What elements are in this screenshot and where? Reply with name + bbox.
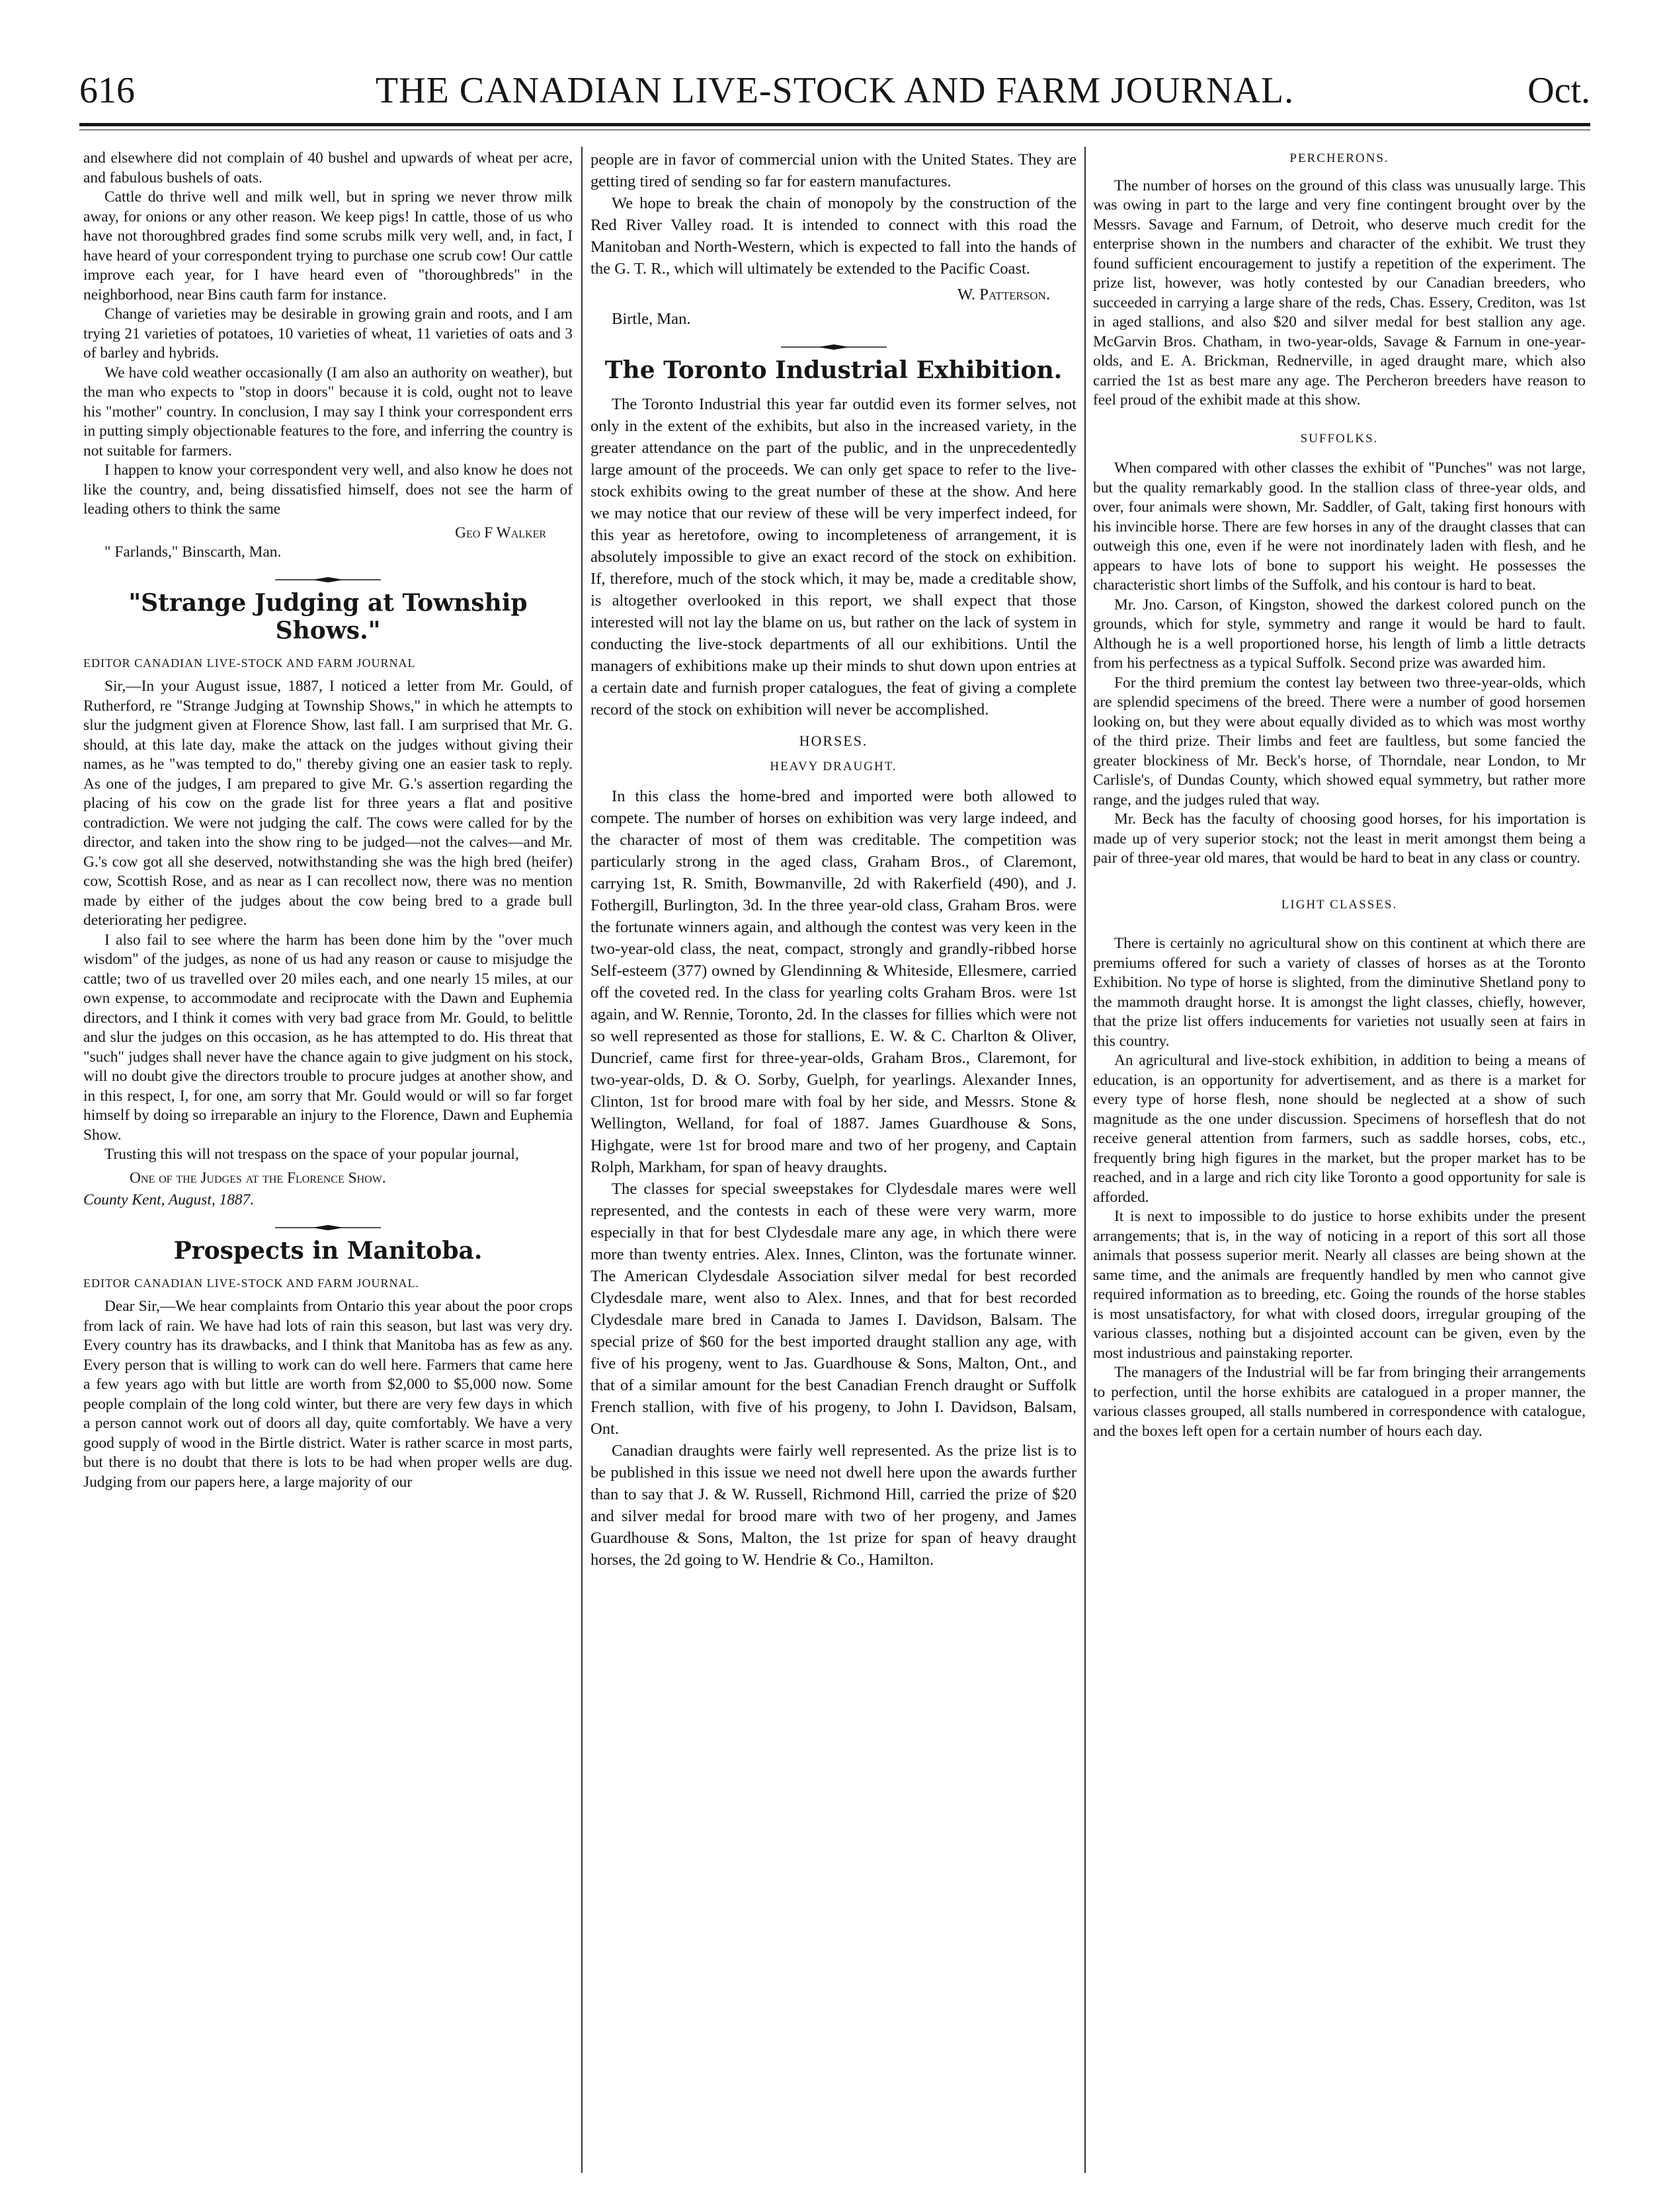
subsection-heading: PERCHERONS. [1289,151,1389,165]
article-title: The Toronto Industrial Exhibition. [604,356,1063,384]
paragraph: I happen to know your correspondent very well, and also know he does not like the country, and, being dissatisfied himself, does not see the harm of leading others to think the same [83,461,573,518]
header-rule-thick [79,123,1590,126]
section-divider-ornament [275,577,381,582]
paragraph: Sir,—In your August issue, 1887, I noticed a letter from Mr. Gould, of Rutherford, re "Strange Judging at Township Shows," in which he attempts to slur the judgment given at Florence Show, last fall. I am surprised that Mr. G. should, at this late day, make the attack on the judges without giving their names, as he "was tempted to do," thereby giving one an easier task to reply. As one of the judges, I am prepared to give Mr. G.'s assertion regarding the placing of his cow on the grade list for three years a flat and positive contradiction. We were not judging the calf. The cows were called for by the director, and taken into the show ring to be judged—not the calves—and Mr. G.'s cow got all she deserved, notwithstanding she was the high bred (heifer) cow, Scottish Rose, and as near as I can recollect now, there was no mention made by either of the judges about the cow being bred to a grade bull deteriorating her pedigree. [83,678,573,929]
subsection-heading: SUFFOLKS. [1300,431,1379,446]
article-title: Prospects in Manitoba. [173,1236,483,1265]
column-left [83,149,573,2172]
paragraph: Change of varieties may be desirable in growing grain and roots, and I am trying 21 varieties of potatoes, 10 varieties of wheat, 11 varieties of oats and 3 of barley and hybrids. [83,305,573,362]
article-title: "Strange Judging at Township Shows." [128,588,528,645]
section-divider-ornament [275,1225,381,1230]
column-divider [1084,147,1086,2173]
column-divider [581,147,583,2173]
paragraph: Mr. Beck has the faculty of choosing good horses, for his importation is made up of very superior stock; not the least in merit amongst them being a pair of three-year old mares, that would be hard to beat in any class or country. [1093,810,1586,867]
letter-signature: W. Patterson. [957,286,1050,303]
paragraph: The classes for special sweepstakes for Clydesdale mares were well represented, and the contests in each of these were very warm, more especially in that for best Clydesdale mare any age, in which there were more than twenty entries. Alex. Innes, Clinton, was the fortunate winner. The American Clydesdale Association silver medal for best recorded Clydesdale mare, went also to Alex. Innes, and that for best recorded Clydesdale mare bred in Canada to James I. Davidson, Balsam. The special prize of $60 for the best imported draught stallion any age, with five of his progeny, went to Jas. Guardhouse & Sons, Malton, Ont., and that of a similar amount for the best Canadian French draught or Suffolk French stallion, with five of his progeny, to John I. Davidson, Balsam, Ont. [590,1180,1077,1438]
subsection-heading: LIGHT CLASSES. [1281,897,1398,912]
paragraph: For the third premium the contest lay between two three-year-olds, which are splendid specimens of the breed. There were a number of good horsemen looking on, but they were about equally divided as to which was most worthy of the third prize. Their limbs and feet are faultless, but some fancied the greater blockiness of Mr. Beck's horse, of Thorndale, near London, to Mr Carlisle's, of Dundas County, which showed equal symmetry, but rather more range, and the judges ruled that way. [1093,674,1586,809]
paragraph: We have cold weather occasionally (I am also an authority on weather), but the man who expects to "stop in doors" because it is cold, ought not to leave his "mother" country. In conclusion, I may say I think your correspondent errs in putting simply objectionable features to the fore, and inferring the country is not suitable for farmers. [83,364,573,459]
paragraph: There is certainly no agricultural show on this continent at which there are premiums offered for such a variety of classes of horses as at the Toronto Exhibition. No type of horse is slighted, from the diminutive Shetland pony to the mammoth draught horse. It is amongst the light classes, chiefly, however, that the prize list offers inducements for varieties not usually seen at fairs in this country. [1093,935,1586,1050]
paragraph: It is next to impossible to do justice to horse exhibits under the present arrangements; that is, in the way of noticing in a report of this sort all those animals that possess superior merit. Nearly all classes are being shown at the same time, and the animals are frequently handled by men who cannot give required information as to breeding, etc. Going the rounds of the horse stables is most unsatisfactory, for what with closed doors, irregular grouping of the various classes, nothing but a disjointed account can be given, even by the most industrious and painstaking reporter. [1093,1208,1586,1362]
paragraph: Trusting this will not trespass on the space of your popular journal, [104,1146,519,1163]
paragraph: Mr. Jno. Carson, of Kingston, showed the darkest colored punch on the grounds, which for style, symmetry and range it would be hard to fault. Although he is a well proportioned horse, his length of limb a little detracts from his perfectness as a typical Suffolk. Second prize was awarded him. [1093,596,1586,672]
issue-month: Oct. [1527,70,1590,111]
journal-title: THE CANADIAN LIVE-STOCK AND FARM JOURNAL. [375,70,1295,111]
column-right [1093,149,1586,2172]
letter-signature: Geo F Walker [455,524,546,541]
paragraph: Dear Sir,—We hear complaints from Ontario this year about the poor crops from lack of rain. We have had lots of rain this season, but last was very dry. Every country has its drawbacks, and I think that Manitoba has as few as any. Every person that is willing to work can do well here. Farmers that came here a few years ago with but little are worth from $2,000 to $5,000 now. Some people complain of the long cold winter, but there are very few days in which a person cannot work out of doors all day, quite comfortably. We have a very good supply of wood in the Birtle district. Water is rather scarce in most parts, but there is no doubt that there is lots to be had when proper wells are dug. Judging from our papers here, a large majority of our [83,1298,573,1491]
paragraph: In this class the home-bred and imported were both allowed to compete. The number of horses on exhibition was very large indeed, and the character of most of them was creditable. The competition was particularly strong in the aged class, Graham Bros., of Claremont, carrying 1st, R. Smith, Bowmanville, 2d with Rakerfield (490), and J. Fothergill, Burlington, 3d. In the three year-old class, Graham Bros. were the fortunate winners again, and although the contest was very keen in the two-year-old class, the neat, compact, strongly and grandly-ribbed horse Self-esteem (377) owned by Glendinning & Whiteside, Ellesmere, carried off the coveted red. In the class for yearling colts Graham Bros. were 1st again, and W. Rennie, Toronto, 2d. In the classes for fillies which were not so well represented as those for stallions, E. W. & C. Charlton & Oliver, Duncrief, came first for three-year-olds, Graham Bros., Claremont, for two-year-olds, D. & O. Sorby, Guelph, for yearlings. Alexander Innes, Clinton, 1st for brood mare with foal by her side, and Messrs. Stone & Wellington, Welland, for foal of 1887. James Guardhouse & Sons, Highgate, were 1st for brood mare and two of her progeny, and Captain Rolph, Markham, for span of heavy draughts. [590,787,1077,1176]
paragraph: The managers of the Industrial will be far from bringing their arrangements to perfection, until the horse exhibits are catalogued in a proper manner, the various classes grouped, all stalls numbered in correspondence with catalogue, and the boxes left open for a certain number of hours each day. [1093,1364,1586,1440]
paragraph: I also fail to see where the harm has been done him by the "over much wisdom" of the judges, as none of us had any reason or cause to misjudge the cattle; two of us travelled over 20 miles each, and one nearly 15 miles, at our own expense, to accommodate and reciprocate with the Dawn and Euphemia directors, and I think it comes with very bad grace from Mr. Gould, to belittle and slur the judges on this occasion, as he has attempted to do. His threat that "such" judges shall never have the chance again to give judgment on his stock, will no doubt give the directors trouble to procure judges at another show, and in this respect, I, for one, am sorry that Mr. Gould would or will so far forget himself by doing so irreparable an injury to the Florence, Dawn and Euphemia Show. [83,931,573,1144]
signature-place: " Farlands," Binscarth, Man. [104,543,282,561]
paragraph: The number of horses on the ground of this class was unusually large. This was owing in part to the large and very fine contingent brought over by the Messrs. Savage and Farnum, of Detroit, who deserve much credit for the enterprise shown in the numbers and character of the exhibit. We trust they found sufficient encouragement to justify a repetition of the experiment. The prize list, however, was hotly contested by our Canadian breeders, who succeeded in carrying a large share of the reds, Chas. Essery, Crediton, was 1st in aged stallions, and also $20 and silver medal for best stallion any age. McGarvin Bros. Chatham, in two-year-olds, Savage & Farnum in one-year-olds, and E. A. Brickman, Rednerville, in aged draught mare, which also carried the 1st as best mare any age. The Percheron breeders have reason to feel proud of the exhibit made at this show. [1093,177,1586,409]
letter-place-date: County Kent, August, 1887. [83,1191,255,1208]
letter-place: Birtle, Man. [612,310,691,328]
page-number: 616 [79,70,135,111]
editor-salutation: EDITOR CANADIAN LIVE-STOCK AND FARM JOURNAL. [83,1276,420,1290]
subsection-heading: HEAVY DRAUGHT. [770,760,897,773]
editor-salutation: EDITOR CANADIAN LIVE-STOCK AND FARM JOURNAL [83,656,416,670]
paragraph: and elsewhere did not complain of 40 bushel and upwards of wheat per acre, and fabulous bushels of oats. [83,149,573,186]
paragraph: people are in favor of commercial union with the United States. They are getting tired of sending so far for eastern manufactures. [590,151,1077,190]
paragraph: We hope to break the chain of monopoly by the construction of the Red River Valley road. It is intended to connect with this road the Manitoban and North-Western, which is expected to fall into the hands of the G. T. R., which will ultimately be extended to the Pacific Coast. [590,194,1077,278]
section-divider-ornament [781,344,887,350]
paragraph: When compared with other classes the exhibit of "Punches" was not large, but the quality remarkably good. In the stallion class of three-year olds, and over, four animals were shown, Mr. Saddler, of Galt, taking first honours with his invincible horse. There are few horses in any of the draught classes that can outweigh this one, even if he were not inordinately laden with flesh, and he appears to have lots of bone to support his weight. He possesses the characteristic short limbs of the Suffolk, and his contour is hard to beat. [1093,459,1586,594]
section-heading: HORSES. [799,732,868,749]
paragraph: Cattle do thrive well and milk well, but in spring we never throw milk away, for onions or any other reason. We keep pigs! In cattle, those of us who have not thoroughbred grades find some scrubs milk very well, and, in fact, I have heard of your correspondent trying to purchase one scrub cow! Our cattle improve each year, for I have heard even of "thoroughbreds" in the neighborhood, near Bins cauth farm for instance. [83,188,573,303]
paragraph: The Toronto Industrial this year far outdid even its former selves, not only in the extent of the exhibits, but also in the increased variety, in the greater attendance on the part of the public, and in the unprecedentedly large amount of the proceeds. We can only get space to refer to the live-stock exhibits owing to the great number of these at the show. And here we may notice that our review of these will be very imperfect indeed, for this year as heretofore, owing to incompleteness of arrangement, it is absolutely impossible to give an exact record of the stock on exhibition. If, therefore, much of the stock which, it may be, made a creditable show, is altogether overlooked in this report, we shall expect that those interested will not lay the blame on us, but rather on the lack of system in conducting the live-stock departments of all our exhibitions. Until the managers of exhibitions make up their minds to shut down upon entries at a certain date and furnish proper catalogues, the feat of giving a complete record of the stock on exhibition will never be accomplished. [590,395,1077,719]
paragraph: An agricultural and live-stock exhibition, in addition to being a means of education, is an opportunity for advertisement, and as there is a market for every type of horse flesh, none should be neglected at a show of such magnitude as the one under discussion. Specimens of horseflesh that do not receive general attention from farmers, such as saddle horses, cobs, etc., frequently bring high figures in the market, but the proper market has to be reached, and in a large and rich city like Toronto a good opportunity for sale is afforded. [1093,1052,1586,1206]
letter-signature: One of the Judges at the Florence Show. [130,1169,386,1187]
column-middle [590,149,1077,2172]
paragraph: Canadian draughts were fairly well represented. As the prize list is to be published in this issue we need not dwell here upon the awards further than to say that J. & W. Russell, Richmond Hill, carried the prize of $20 and silver medal for brood mare with two of her progeny, and James Guardhouse & Sons, Malton, the 1st prize for span of heavy draught horses, the 2d going to W. Hendrie & Co., Hamilton. [590,1442,1077,1569]
page-header [79,63,1590,116]
